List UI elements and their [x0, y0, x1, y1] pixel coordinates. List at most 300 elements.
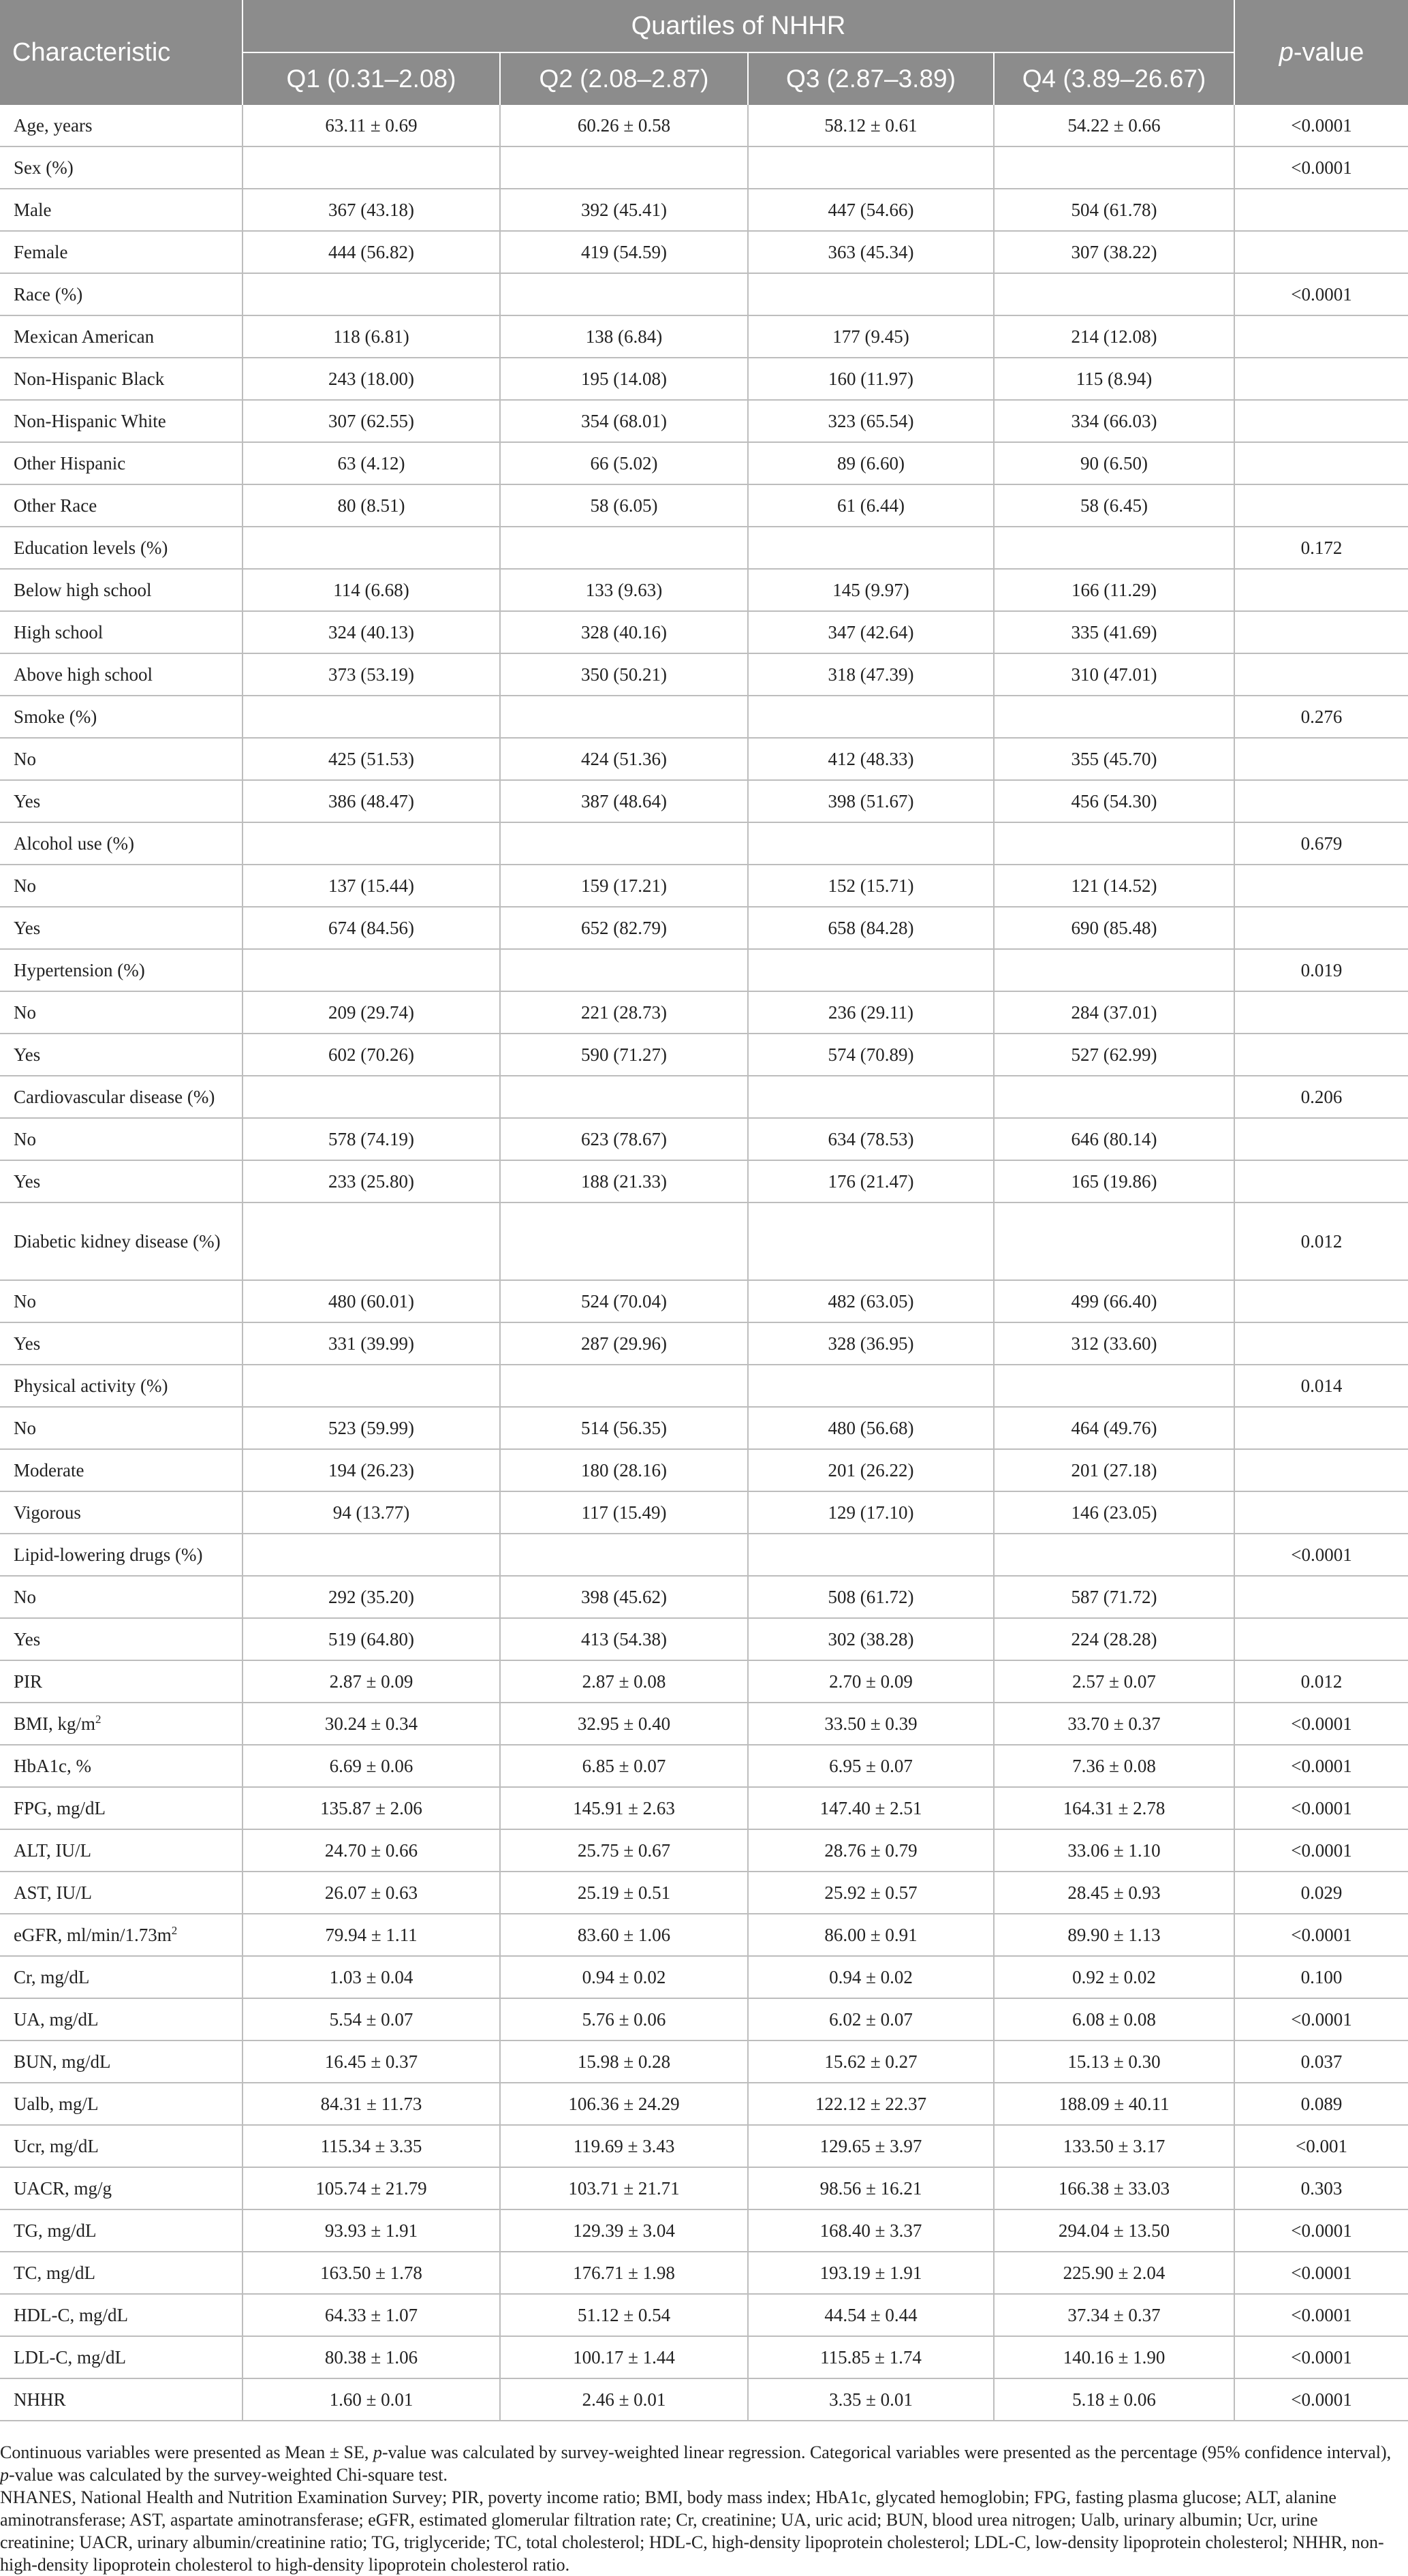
row-label: Yes	[0, 1034, 243, 1076]
cell-q2: 32.95 ± 0.40	[500, 1703, 748, 1745]
cell-q4	[994, 1202, 1234, 1280]
cell-q2: 2.87 ± 0.08	[500, 1660, 748, 1703]
header-quartiles-group: Quartiles of NHHR	[243, 0, 1234, 52]
cell-q1	[243, 1534, 500, 1576]
cell-q1	[243, 146, 500, 189]
table-row	[0, 105, 1408, 146]
cell-q4: 121 (14.52)	[994, 865, 1234, 907]
header-q3: Q3 (2.87–3.89)	[748, 52, 994, 105]
cell-q1	[243, 822, 500, 865]
row-label: Yes	[0, 1618, 243, 1660]
cell-q4: 6.08 ± 0.08	[994, 1998, 1234, 2040]
cell-q3: 318 (47.39)	[748, 653, 994, 696]
row-label: No	[0, 1280, 243, 1322]
cell-p-value	[1234, 611, 1408, 653]
cell-q4: 2.57 ± 0.07	[994, 1660, 1234, 1703]
cell-q1: 115.34 ± 3.35	[243, 2125, 500, 2167]
cell-p-value: 0.679	[1234, 822, 1408, 865]
unit-superscript: 2	[171, 1923, 178, 1937]
cell-p-value: 0.206	[1234, 1076, 1408, 1118]
cell-q1: 324 (40.13)	[243, 611, 500, 653]
table-body	[0, 105, 1408, 2421]
cell-q3: 0.94 ± 0.02	[748, 1956, 994, 1998]
cell-q2: 83.60 ± 1.06	[500, 1914, 748, 1956]
table-row	[0, 358, 1408, 400]
cell-q4: 310 (47.01)	[994, 653, 1234, 696]
cell-q2: 58 (6.05)	[500, 484, 748, 527]
cell-q4: 28.45 ± 0.93	[994, 1872, 1234, 1914]
table-row	[0, 2167, 1408, 2209]
cell-q1: 63 (4.12)	[243, 442, 500, 484]
cell-q4: 499 (66.40)	[994, 1280, 1234, 1322]
table-row	[0, 1829, 1408, 1872]
row-label: High school	[0, 611, 243, 653]
cell-q2: 287 (29.96)	[500, 1322, 748, 1365]
cell-q4: 225.90 ± 2.04	[994, 2252, 1234, 2294]
row-label: Smoke (%)	[0, 696, 243, 738]
cell-q4: 33.06 ± 1.10	[994, 1829, 1234, 1872]
cell-q4: 587 (71.72)	[994, 1576, 1234, 1618]
cell-p-value: <0.0001	[1234, 105, 1408, 146]
row-label: Cr, mg/dL	[0, 1956, 243, 1998]
cell-q3	[748, 696, 994, 738]
cell-q3: 6.95 ± 0.07	[748, 1745, 994, 1787]
table-row	[0, 484, 1408, 527]
cell-q2: 6.85 ± 0.07	[500, 1745, 748, 1787]
table-row	[0, 1076, 1408, 1118]
cell-q2: 176.71 ± 1.98	[500, 2252, 748, 2294]
cell-q3: 177 (9.45)	[748, 315, 994, 358]
cell-q4	[994, 1076, 1234, 1118]
cell-q1: 674 (84.56)	[243, 907, 500, 949]
row-label: BUN, mg/dL	[0, 2040, 243, 2083]
row-label: Alcohol use (%)	[0, 822, 243, 865]
row-label: HbA1c, %	[0, 1745, 243, 1787]
row-label: AST, IU/L	[0, 1872, 243, 1914]
cell-p-value	[1234, 1407, 1408, 1449]
cell-q2: 413 (54.38)	[500, 1618, 748, 1660]
cell-q1: 480 (60.01)	[243, 1280, 500, 1322]
cell-q1: 16.45 ± 0.37	[243, 2040, 500, 2083]
cell-q2: 328 (40.16)	[500, 611, 748, 653]
table-row	[0, 315, 1408, 358]
cell-p-value	[1234, 400, 1408, 442]
cell-q4: 456 (54.30)	[994, 780, 1234, 822]
cell-q3: 15.62 ± 0.27	[748, 2040, 994, 2083]
cell-p-value: <0.0001	[1234, 2294, 1408, 2336]
cell-q3: 2.70 ± 0.09	[748, 1660, 994, 1703]
cell-q3: 25.92 ± 0.57	[748, 1872, 994, 1914]
table-row	[0, 569, 1408, 611]
cell-q1: 425 (51.53)	[243, 738, 500, 780]
cell-p-value	[1234, 484, 1408, 527]
cell-q1: 93.93 ± 1.91	[243, 2209, 500, 2252]
row-label: Yes	[0, 1160, 243, 1202]
cell-p-value: <0.0001	[1234, 2209, 1408, 2252]
cell-q4	[994, 527, 1234, 569]
cell-q1: 233 (25.80)	[243, 1160, 500, 1202]
cell-p-value	[1234, 991, 1408, 1034]
cell-p-value: <0.0001	[1234, 2378, 1408, 2421]
cell-q1	[243, 1076, 500, 1118]
cell-q3: 3.35 ± 0.01	[748, 2378, 994, 2421]
cell-q4	[994, 273, 1234, 315]
cell-q2: 145.91 ± 2.63	[500, 1787, 748, 1829]
row-label: Sex (%)	[0, 146, 243, 189]
cell-q2: 5.76 ± 0.06	[500, 1998, 748, 2040]
cell-q3	[748, 527, 994, 569]
cell-q1: 292 (35.20)	[243, 1576, 500, 1618]
cell-p-value: 0.276	[1234, 696, 1408, 738]
cell-q3: 412 (48.33)	[748, 738, 994, 780]
row-label: No	[0, 991, 243, 1034]
cell-p-value: <0.0001	[1234, 2336, 1408, 2378]
cell-q2: 100.17 ± 1.44	[500, 2336, 748, 2378]
cell-q2: 195 (14.08)	[500, 358, 748, 400]
header-q1: Q1 (0.31–2.08)	[243, 52, 500, 105]
cell-q3: 658 (84.28)	[748, 907, 994, 949]
cell-q4: 115 (8.94)	[994, 358, 1234, 400]
table-row	[0, 1449, 1408, 1491]
row-label: Other Race	[0, 484, 243, 527]
table-row	[0, 738, 1408, 780]
cell-q2: 590 (71.27)	[500, 1034, 748, 1076]
cell-p-value: 0.089	[1234, 2083, 1408, 2125]
cell-q3: 89 (6.60)	[748, 442, 994, 484]
cell-q1: 79.94 ± 1.11	[243, 1914, 500, 1956]
header-characteristic: Characteristic	[0, 0, 243, 105]
cell-q1: 80.38 ± 1.06	[243, 2336, 500, 2378]
cell-q4	[994, 822, 1234, 865]
cell-q4: 5.18 ± 0.06	[994, 2378, 1234, 2421]
cell-q2	[500, 822, 748, 865]
row-label: ALT, IU/L	[0, 1829, 243, 1872]
cell-q3: 363 (45.34)	[748, 231, 994, 273]
cell-q3: 482 (63.05)	[748, 1280, 994, 1322]
cell-q3: 176 (21.47)	[748, 1160, 994, 1202]
table-row	[0, 2125, 1408, 2167]
row-label: UA, mg/dL	[0, 1998, 243, 2040]
cell-q2: 524 (70.04)	[500, 1280, 748, 1322]
table-row	[0, 231, 1408, 273]
cell-q1: 24.70 ± 0.66	[243, 1829, 500, 1872]
cell-q4: 89.90 ± 1.13	[994, 1914, 1234, 1956]
cell-q3: 152 (15.71)	[748, 865, 994, 907]
cell-p-value	[1234, 315, 1408, 358]
cell-q2: 350 (50.21)	[500, 653, 748, 696]
cell-p-value: <0.0001	[1234, 1914, 1408, 1956]
cell-p-value	[1234, 1280, 1408, 1322]
cell-q2	[500, 1202, 748, 1280]
cell-q2: 51.12 ± 0.54	[500, 2294, 748, 2336]
cell-q3: 6.02 ± 0.07	[748, 1998, 994, 2040]
cell-q2	[500, 696, 748, 738]
cell-q1: 194 (26.23)	[243, 1449, 500, 1491]
table-row	[0, 1280, 1408, 1322]
cell-q2	[500, 949, 748, 991]
cell-q1	[243, 1365, 500, 1407]
cell-q1: 519 (64.80)	[243, 1618, 500, 1660]
header-p-value	[1234, 0, 1408, 105]
cell-q1: 84.31 ± 11.73	[243, 2083, 500, 2125]
row-label: Female	[0, 231, 243, 273]
cell-p-value	[1234, 231, 1408, 273]
cell-q4: 224 (28.28)	[994, 1618, 1234, 1660]
cell-q4: 164.31 ± 2.78	[994, 1787, 1234, 1829]
cell-p-value	[1234, 738, 1408, 780]
table-row	[0, 1034, 1408, 1076]
cell-q1	[243, 527, 500, 569]
cell-q4: 133.50 ± 3.17	[994, 2125, 1234, 2167]
cell-q2: 133 (9.63)	[500, 569, 748, 611]
cell-q3: 129 (17.10)	[748, 1491, 994, 1534]
row-label: Mexican American	[0, 315, 243, 358]
table-row	[0, 2252, 1408, 2294]
footnote-abbreviations: NHANES, National Health and Nutrition Examination Survey; PIR, poverty income ratio; BMI, body mass index; HbA1c, glycated hemoglobin; FPG, fasting plasma glucose; ALT, alanine aminotransferase; AST, aspartate aminotransferase; eGFR, estimated glomerular filtration rate; Cr, creatinine; UA, uric acid; BUN, blood urea nitrogen; Ualb, urinary albumin; Ucr, urine creatinine; UACR, urinary albumin/creatinine ratio; TG, triglyceride; TC, total cholesterol; HDL-C, high-density lipoprotein cholesterol; LDL-C, low-density lipoprotein cholesterol; NHHR, non-high-density lipoprotein cholesterol to high-density lipoprotein cholesterol ratio.	[0, 2487, 1384, 2575]
cell-q4: 15.13 ± 0.30	[994, 2040, 1234, 2083]
cell-q4: 527 (62.99)	[994, 1034, 1234, 1076]
row-label: Ualb, mg/L	[0, 2083, 243, 2125]
header-p-italic: p	[1279, 37, 1294, 67]
cell-p-value: 0.012	[1234, 1660, 1408, 1703]
row-label: TC, mg/dL	[0, 2252, 243, 2294]
cell-q4: 294.04 ± 13.50	[994, 2209, 1234, 2252]
table-row	[0, 189, 1408, 231]
cell-q4: 464 (49.76)	[994, 1407, 1234, 1449]
cell-q1: 137 (15.44)	[243, 865, 500, 907]
table-row	[0, 780, 1408, 822]
cell-p-value: 0.029	[1234, 1872, 1408, 1914]
cell-q2: 419 (54.59)	[500, 231, 748, 273]
row-label: Yes	[0, 907, 243, 949]
cell-q4: 284 (37.01)	[994, 991, 1234, 1034]
table-row	[0, 1202, 1408, 1280]
cell-q1: 1.03 ± 0.04	[243, 1956, 500, 1998]
table-row	[0, 442, 1408, 484]
cell-q4	[994, 1534, 1234, 1576]
cell-p-value: 0.172	[1234, 527, 1408, 569]
cell-q3: 347 (42.64)	[748, 611, 994, 653]
cell-q3: 236 (29.11)	[748, 991, 994, 1034]
cell-q2	[500, 1076, 748, 1118]
row-label: eGFR, $ml/\min/1.73m^2$	[0, 1914, 243, 1956]
row-label: Education levels (%)	[0, 527, 243, 569]
cell-q3: 160 (11.97)	[748, 358, 994, 400]
cell-q3	[748, 1365, 994, 1407]
cell-q3: 145 (9.97)	[748, 569, 994, 611]
table-row	[0, 2040, 1408, 2083]
cell-q4: 7.36 ± 0.08	[994, 1745, 1234, 1787]
table-row	[0, 949, 1408, 991]
table-row	[0, 1914, 1408, 1956]
cell-p-value	[1234, 1322, 1408, 1365]
cell-q4: 146 (23.05)	[994, 1491, 1234, 1534]
cell-p-value: <0.0001	[1234, 1745, 1408, 1787]
cell-p-value	[1234, 653, 1408, 696]
cell-q2: 221 (28.73)	[500, 991, 748, 1034]
table-row	[0, 1322, 1408, 1365]
row-label: No	[0, 1576, 243, 1618]
cell-q3: 201 (26.22)	[748, 1449, 994, 1491]
cell-q3	[748, 822, 994, 865]
table-row	[0, 2294, 1408, 2336]
table-row	[0, 2083, 1408, 2125]
cell-q1: 373 (53.19)	[243, 653, 500, 696]
cell-p-value: 0.019	[1234, 949, 1408, 991]
row-label: No	[0, 1407, 243, 1449]
cell-q4: 54.22 ± 0.66	[994, 105, 1234, 146]
cell-q1: 523 (59.99)	[243, 1407, 500, 1449]
footnote-methods: Continuous variables were presented as Mean ± SE, p-value was calculated by survey-weighted linear regression. Categorical variables were presented as the percentage (95% confidence interval), p-value was calculated by the survey-weighted Chi-square test.	[0, 2442, 1392, 2485]
cell-q4: 58 (6.45)	[994, 484, 1234, 527]
row-label: No	[0, 865, 243, 907]
table-row	[0, 1576, 1408, 1618]
table-row	[0, 2336, 1408, 2378]
cell-q2: 514 (56.35)	[500, 1407, 748, 1449]
row-label: Non-Hispanic Black	[0, 358, 243, 400]
cell-p-value: <0.0001	[1234, 1998, 1408, 2040]
cell-p-value	[1234, 358, 1408, 400]
cell-q1: 578 (74.19)	[243, 1118, 500, 1160]
cell-q4: 165 (19.86)	[994, 1160, 1234, 1202]
cell-q2: 117 (15.49)	[500, 1491, 748, 1534]
table-row	[0, 611, 1408, 653]
cell-p-value	[1234, 1118, 1408, 1160]
cell-q2: 392 (45.41)	[500, 189, 748, 231]
cell-q4: 214 (12.08)	[994, 315, 1234, 358]
header-q2: Q2 (2.08–2.87)	[500, 52, 748, 105]
cell-q4: 140.16 ± 1.90	[994, 2336, 1234, 2378]
table-row	[0, 1618, 1408, 1660]
cell-q4	[994, 1365, 1234, 1407]
row-label: Above high school	[0, 653, 243, 696]
cell-q3: 61 (6.44)	[748, 484, 994, 527]
cell-q1: 1.60 ± 0.01	[243, 2378, 500, 2421]
cell-q3: 574 (70.89)	[748, 1034, 994, 1076]
cell-q3	[748, 949, 994, 991]
cell-q2: 2.46 ± 0.01	[500, 2378, 748, 2421]
cell-q2: 354 (68.01)	[500, 400, 748, 442]
cell-q4	[994, 696, 1234, 738]
row-label: LDL-C, mg/dL	[0, 2336, 243, 2378]
cell-q4: 334 (66.03)	[994, 400, 1234, 442]
header-p-rest: -value	[1293, 37, 1364, 67]
cell-q2: 180 (28.16)	[500, 1449, 748, 1491]
row-label: TG, mg/dL	[0, 2209, 243, 2252]
cell-q2: 424 (51.36)	[500, 738, 748, 780]
cell-q3: 398 (51.67)	[748, 780, 994, 822]
table-row	[0, 1956, 1408, 1998]
cell-q2: 25.19 ± 0.51	[500, 1872, 748, 1914]
table-row	[0, 527, 1408, 569]
cell-p-value: 0.303	[1234, 2167, 1408, 2209]
cell-q3: 44.54 ± 0.44	[748, 2294, 994, 2336]
table-row	[0, 1787, 1408, 1829]
cell-q4: 188.09 ± 40.11	[994, 2083, 1234, 2125]
cell-q2: 106.36 ± 24.29	[500, 2083, 748, 2125]
cell-q1	[243, 949, 500, 991]
cell-q3: 98.56 ± 16.21	[748, 2167, 994, 2209]
cell-q2: 387 (48.64)	[500, 780, 748, 822]
row-label: Diabetic kidney disease (%)	[0, 1202, 243, 1280]
row-label: No	[0, 1118, 243, 1160]
cell-q1	[243, 696, 500, 738]
cell-q2: 60.26 ± 0.58	[500, 105, 748, 146]
cell-q3: 115.85 ± 1.74	[748, 2336, 994, 2378]
cell-q1: 6.69 ± 0.06	[243, 1745, 500, 1787]
cell-q2	[500, 146, 748, 189]
cell-p-value: <0.0001	[1234, 1787, 1408, 1829]
cell-q2: 15.98 ± 0.28	[500, 2040, 748, 2083]
row-label: HDL-C, mg/dL	[0, 2294, 243, 2336]
row-label: Moderate	[0, 1449, 243, 1491]
table-row	[0, 146, 1408, 189]
table-row	[0, 865, 1408, 907]
row-label: Yes	[0, 780, 243, 822]
cell-q2	[500, 527, 748, 569]
cell-q1: 80 (8.51)	[243, 484, 500, 527]
row-label: Non-Hispanic White	[0, 400, 243, 442]
cell-p-value: <0.0001	[1234, 1829, 1408, 1872]
cell-p-value: 0.014	[1234, 1365, 1408, 1407]
row-label: PIR	[0, 1660, 243, 1703]
cell-q2: 652 (82.79)	[500, 907, 748, 949]
table-row	[0, 1660, 1408, 1703]
row-label: Male	[0, 189, 243, 231]
cell-q2	[500, 1365, 748, 1407]
cell-p-value: <0.0001	[1234, 2252, 1408, 2294]
cell-q1: 94 (13.77)	[243, 1491, 500, 1534]
cell-q4: 201 (27.18)	[994, 1449, 1234, 1491]
table-row	[0, 1872, 1408, 1914]
cell-q3: 480 (56.68)	[748, 1407, 994, 1449]
cell-q4: 355 (45.70)	[994, 738, 1234, 780]
cell-q4: 312 (33.60)	[994, 1322, 1234, 1365]
cell-q2: 159 (17.21)	[500, 865, 748, 907]
cell-q1: 307 (62.55)	[243, 400, 500, 442]
cell-q4	[994, 949, 1234, 991]
cell-q4: 690 (85.48)	[994, 907, 1234, 949]
cell-p-value	[1234, 1160, 1408, 1202]
table-row	[0, 400, 1408, 442]
cell-q1: 444 (56.82)	[243, 231, 500, 273]
cell-q4: 90 (6.50)	[994, 442, 1234, 484]
cell-q1: 63.11 ± 0.69	[243, 105, 500, 146]
cell-q4	[994, 146, 1234, 189]
cell-q1	[243, 1202, 500, 1280]
cell-p-value	[1234, 442, 1408, 484]
row-label: Race (%)	[0, 273, 243, 315]
table-row	[0, 2378, 1408, 2421]
cell-q1: 30.24 ± 0.34	[243, 1703, 500, 1745]
cell-q1: 26.07 ± 0.63	[243, 1872, 500, 1914]
table-row	[0, 1745, 1408, 1787]
table-row	[0, 1534, 1408, 1576]
cell-q1: 367 (43.18)	[243, 189, 500, 231]
cell-q1: 331 (39.99)	[243, 1322, 500, 1365]
cell-q1: 105.74 ± 21.79	[243, 2167, 500, 2209]
row-label: FPG, mg/dL	[0, 1787, 243, 1829]
cell-p-value	[1234, 1491, 1408, 1534]
cell-p-value	[1234, 780, 1408, 822]
table-footnotes	[0, 2441, 1396, 2576]
cell-q3: 447 (54.66)	[748, 189, 994, 231]
row-label: Vigorous	[0, 1491, 243, 1534]
cell-q4: 33.70 ± 0.37	[994, 1703, 1234, 1745]
cell-p-value	[1234, 907, 1408, 949]
cell-q1	[243, 273, 500, 315]
cell-q3: 28.76 ± 0.79	[748, 1829, 994, 1872]
